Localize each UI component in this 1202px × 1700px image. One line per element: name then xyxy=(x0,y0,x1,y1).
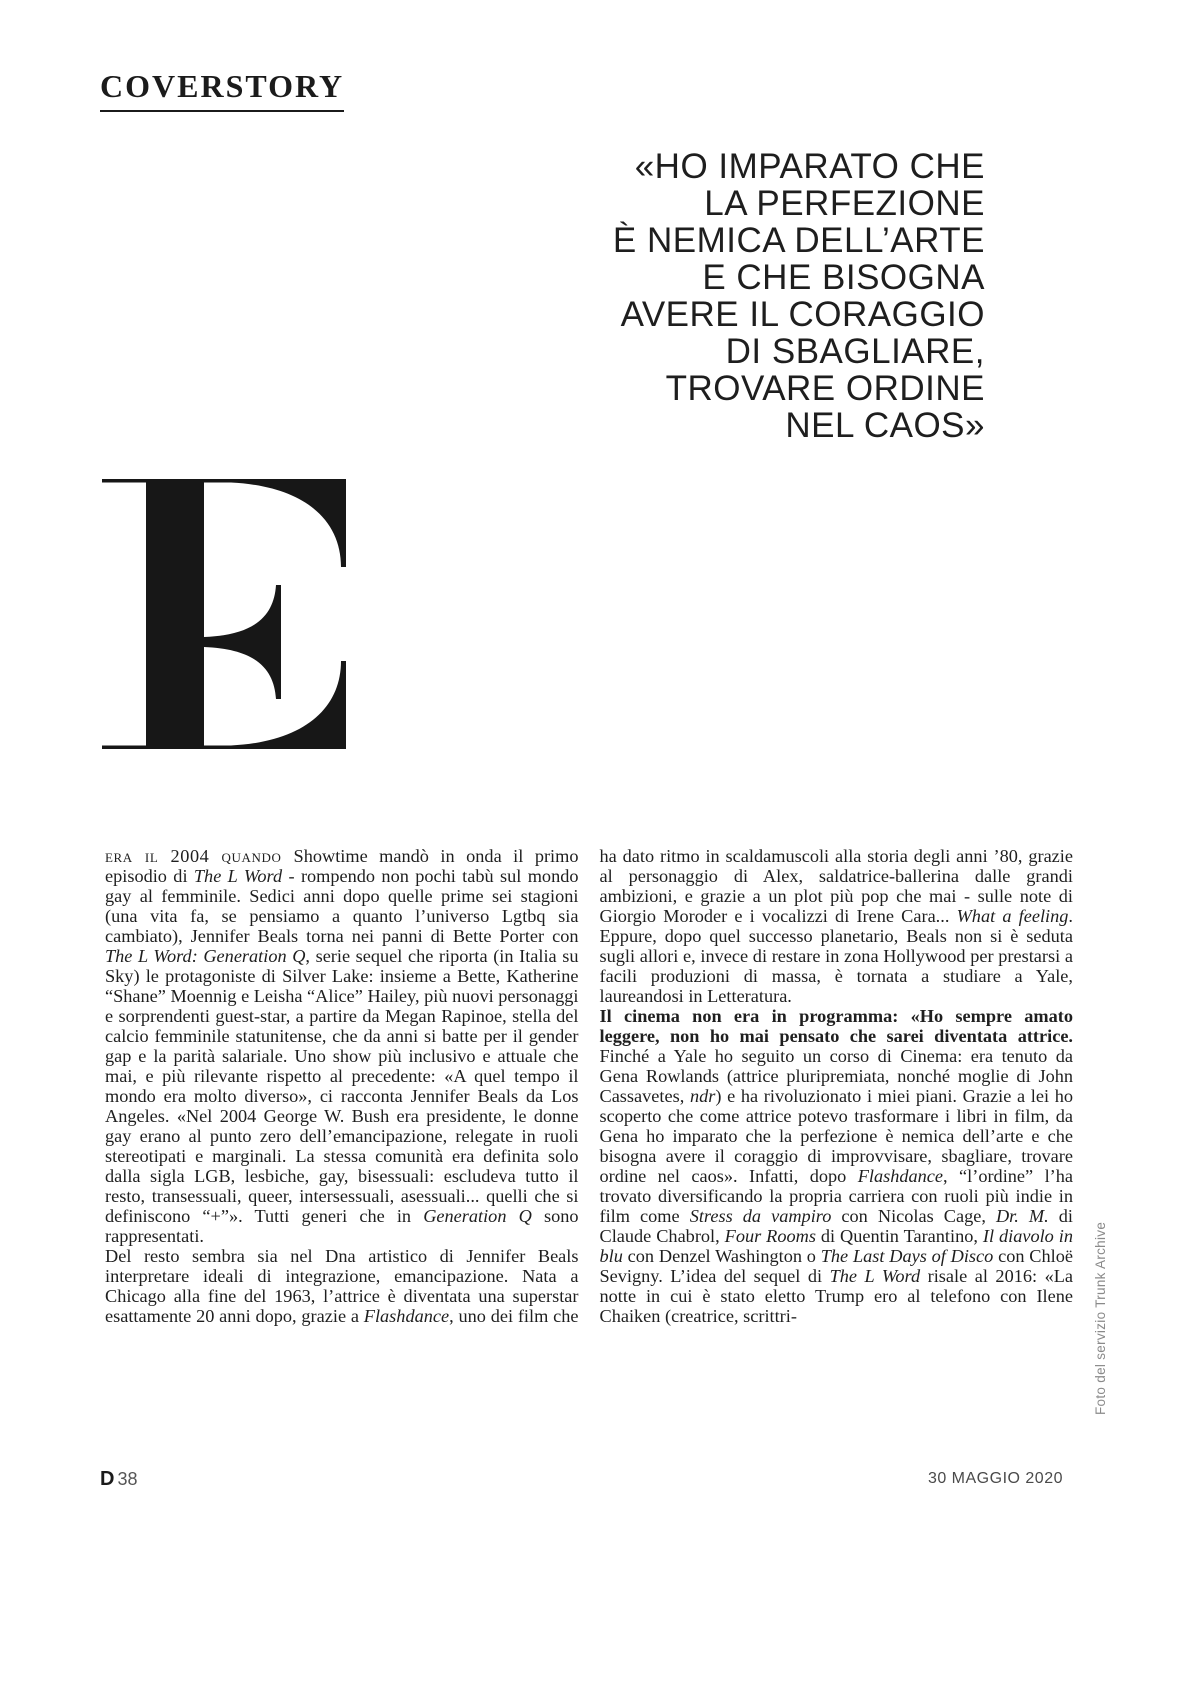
pull-quote-line: LA PERFEZIONE xyxy=(704,184,985,223)
pull-quote-line: È NEMICA DELL’ARTE xyxy=(612,221,985,260)
pull-quote-line: «HO IMPARATO CHE xyxy=(634,147,985,186)
pull-quote-line: TROVARE ORDINE xyxy=(665,369,985,408)
pull-quote-line: AVERE IL CORAGGIO xyxy=(620,295,985,334)
pull-quote-line: DI SBAGLIARE, xyxy=(725,332,985,371)
article-body xyxy=(105,846,1073,1338)
folio-left xyxy=(100,1468,137,1491)
magazine-logo-letter: D xyxy=(100,1468,115,1490)
article-paragraph: Del resto sembra sia nel Dna artistico di Jennifer Beals interpretare ideali di integrazione, emancipazione. Nata a Chicago alla fine del 1963, l’attrice è diventata una superstar esattamente 20 anni dopo, grazie a Flashdance, uno dei film che ha dato ritmo in scaldamuscoli alla storia degli anni ’80, grazie al personaggio di Alex, saldatrice-ballerina dalle grandi ambizioni, e grazie a un plot più pop che mai - sulle note di Giorgio Moroder e i vocalizzi di Irene Cara... What a feeling. Eppure, dopo quel successo planetario, Beals non si è seduta sugli allori e, invece di restare in zona Hollywood per prestarsi a facili produzioni di massa, è tornata a studiare a Yale, laureandosi in Letteratura. xyxy=(105,846,1073,1326)
pull-quote-line: NEL CAOS» xyxy=(785,406,985,445)
pull-quote xyxy=(425,148,985,444)
pull-quote-line: E CHE BISOGNA xyxy=(702,258,985,297)
page-number: 38 xyxy=(117,1469,138,1489)
article-paragraph: Il cinema non era in programma: «Ho sempre amato leggere, non ho mai pensato che sarei diventata attrice. Finché a Yale ho seguito un corso di Cinema: era tenuto da Gena Rowlands (attrice pluripremiata, nonché moglie di John Cassavetes, ndr) e ha rivoluzionato i miei piani. Grazie a lei ho scoperto che come attrice potevo trasformare i libri in film, da Gena ho imparato che la perfezione è nemica dell’arte e che bisogna avere il coraggio di improvvisare, sbagliare, trovare ordine nel caos». Infatti, dopo Flashdance, “l’ordine” l’ha trovato diversificando la propria carriera con ruoli più indie in film come Stress da vampiro con Nicolas Cage, Dr. M. di Claude Chabrol, Four Rooms di Quentin Tarantino, Il diavolo in blu con Denzel Washington o The Last Days of Disco con Chloë Sevigny. L’idea del sequel di The L Word risale al 2016: «La notte in cui è stato eletto Trump ero al telefono con Ilene Chaiken (creatrice, scrittri- xyxy=(599,1006,1073,1326)
section-kicker: COVERSTORY xyxy=(100,68,344,112)
drop-cap-letter-e xyxy=(98,476,350,752)
photo-credit: Foto del servizio Trunk Archive xyxy=(1093,1221,1108,1415)
issue-date: 30 MAGGIO 2020 xyxy=(927,1470,1063,1487)
article-paragraph: era il 2004 quando Showtime mandò in onda il primo episodio di The L Word - rompendo non pochi tabù sul mondo gay al femminile. Sedici anni dopo quelle prime sei stagioni (una vita fa, se pensiamo a quanto l’universo Lgtbq sia cambiato), Jennifer Beals torna nei panni di Bette Porter con The L Word: Generation Q, serie sequel che riporta (in Italia su Sky) le protagoniste di Silver Lake: insieme a Bette, Katherine “Shane” Moennig e Leisha “Alice” Hailey, più nuovi personaggi e sorprendenti guest-star, a partire da Megan Rapinoe, stella del calcio femminile statunitense, che da anni si batte per il gender gap e la parità salariale. Uno show più inclusivo e attuale che mai, e più rilevante rispetto al precedente: «A quel tempo il mondo era molto diverso», ci racconta Jennifer Beals da Los Angeles. «Nel 2004 George W. Bush era presidente, le donne gay erano al punto zero dell’emancipazione, relegate in ruoli stereotipati e marginali. La stessa comunità era definita solo dalla sigla LGB, lesbiche, gay, bisessuali: escludeva tutto il resto, transessuali, queer, intersessuali, asessuali... quelli che si definiscono “+”». Tutti generi che in Generation Q sono rappresentati. xyxy=(105,846,579,1246)
